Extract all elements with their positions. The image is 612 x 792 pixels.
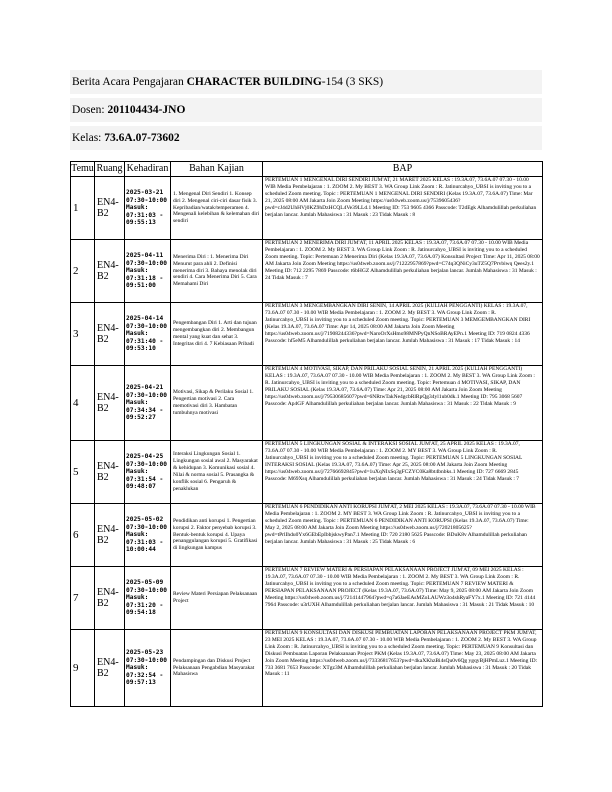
temu-cell: 9 xyxy=(71,630,95,707)
bap-cell: PERTEMUAN 3 MENGEMBANGKAN DIRI SENIN, 14 APRIL 2025 (KULIAH PENGGANTI) KELAS : 19.3A.07, 73.6A.07 07.30 - 10.00 WIB Media Pembelajaran : 1. ZOOM 2. My BEST 3. WA Group Link Zoom : R. Jatinurcahyo_UBSI is inviting you to a scheduled Zoom meeting. Topic: PERTEMUAN 3 MEMGEMBANGKAN DIRI (Kelas 19.3A.07, 73.6A.07 Time: Apr 14, 2025 08:00 AM Jakarta Join Zoom Meeting https://us04web.zoom.us/j/71908244336?pwd=NaroOrXsHmo98MNPyQnNSoBRAyEPn.1 Meeting ID: 719 0824 4336 Passcode: hf5eM5 Alhamdulillah perkuliahan berjalan lancar. Jumlah Mahasiswa : 31 Masuk : 17 Tidak Masuk : 14 xyxy=(263,303,543,366)
kehadiran-cell xyxy=(125,504,171,567)
masuk-time: 07:31:03 - xyxy=(126,211,164,219)
bap-cell: PERTEMUAN 1 MENGENAL DIRI SENDIRI JUM'AT, 21 MARET 2025 KELAS : 19.3A.07, 73.6A.07 07.30 - 10.00 WIB Media Pembelajaran : 1. ZOOM 2. My BEST 3. WA Group Link Zoom : R. Jatinurcahyo_UBSI is inviting you to a scheduled Zoom meeting. Topic : PERTEMUAN 1 MENGENAL DIRI SENDIRI (Kelas 19.3A.07, 73.6A.07) Time: Mar 21, 2025 08:00 AM Jakarta Join Zoom Meeting https://us04web.zoom.us/j/7539605436?pwd=cJ4d2UhHVj0KZ9hDzHCQL4Ve39LLd.1 Meeting ID: 753 9605 4366 Passcode: T2dEgk Alhamdulillah perkuliahan berjalan lancar. Jumlah Mahasiswa : 31 Masuk : 23 Tidak Masuk : 8 xyxy=(263,177,543,240)
bahan-kajian-cell: Review Materi Persiapan Pelaksanaan Project xyxy=(171,567,263,630)
masuk-label: Masuk: xyxy=(126,594,149,602)
kelas-value: 73.6A.07-73602 xyxy=(104,132,180,144)
jam: 07:30-10:00 xyxy=(126,259,167,267)
jam: 07:30-10:00 xyxy=(126,196,167,204)
temu-cell: 5 xyxy=(71,441,95,504)
bahan-kajian-cell: Menerima Diri : 1. Menerima Diri Menurut para ahli 2. Definisi menerima diri 3. Bahaya menolak diri sendiri 4. Cara Menerima Diri 5. Cara Memahami Diri xyxy=(171,240,263,303)
keluar-time: 09:51:00 xyxy=(126,282,156,290)
masuk-time: 07:31:54 - xyxy=(126,475,164,483)
kehadiran-cell xyxy=(125,240,171,303)
tanggal: 2025-03-21 xyxy=(126,189,164,197)
bahan-kajian-cell: 1. Mengenal Diri Sendiri 1. Konsep diri 2. Mengenal ciri-ciri dasar fisik 3. Kepribadian/watak/temperamen 4. Mengenali kelebihan & kelemahan diri sendiri xyxy=(171,177,263,240)
ruang-cell: EN4-B2 xyxy=(95,630,125,707)
title-prefix: Berita Acara Pengajaran xyxy=(72,76,187,88)
bahan-kajian-cell: Motivasi, Sikap & Perilaku Sosial 1. Pengertian motivasi 2. Cara memotivasi diri 3. Hambatan tumbuhnya motivasi xyxy=(171,366,263,441)
jam: 07:30-10:00 xyxy=(126,460,167,468)
col-bap: BAP xyxy=(263,162,543,177)
dosen-label: Dosen: xyxy=(72,104,108,116)
masuk-time: 07:34:34 - xyxy=(126,406,164,414)
keluar-time: 09:48:07 xyxy=(126,483,156,491)
masuk-label: Masuk: xyxy=(126,204,149,212)
bap-table xyxy=(70,161,543,707)
keluar-time: 09:55:13 xyxy=(126,219,156,227)
document-page xyxy=(70,70,542,707)
table-header-row xyxy=(71,162,543,177)
dosen-value: 201104434-JNO xyxy=(107,104,186,116)
masuk-time: 07:31:18 - xyxy=(126,274,164,282)
temu-cell: 1 xyxy=(71,177,95,240)
table-row xyxy=(71,303,543,366)
temu-cell: 2 xyxy=(71,240,95,303)
dosen-line xyxy=(70,98,542,122)
tanggal: 2025-05-09 xyxy=(126,579,164,587)
tanggal: 2025-04-14 xyxy=(126,315,164,323)
kehadiran-cell xyxy=(125,441,171,504)
bahan-kajian-cell: Pendampingan dan Diskusi Project Pelaksanaan Pengabdian Masyarakat Mahasiswa xyxy=(171,630,263,707)
bap-cell: PERTEMUAN 7 REVIEW MATERI & PERSIAPAN PELAKSANAAN PROJECT JUM'AT, 09 MEI 2025 KELAS : 19.3A.07, 73.6A.07 07.30 - 10.00 WIB Media Pembelajaran : 1. ZOOM 2. My BEST 3. WA Group Link Zoom : R. Jatinurcahyo_UBSI is inviting you to a scheduled Zoom meeting. Topic: PERTEMUAN 7 REVIEW MATERI & PERSIAPAN PELAKSANAAN PROJECT (Kelas 19.3A.07, 73.6A.07) Time: May 9, 2025 08:00 AM Jakarta Join Zoom Meeting https://us04web.zoom.us/j/72141447964?pwd=q7a6JaeEAsMZoLAUWz3o4shRyaFY7x.1 Meeting ID: 721 4144 7964 Passcode: u3rUXH Alhamdulillah perkuliahan berjalan lancar. Jumlah Mahasiswa : 31 Masuk : 21 Tidak Masuk : 10 xyxy=(263,567,543,630)
ruang-cell: EN4-B2 xyxy=(95,366,125,441)
masuk-time: 07:31:03 - xyxy=(126,538,164,546)
table-row xyxy=(71,366,543,441)
bap-cell: PERTEMUAN 4 MOTIVASI, SIKAP, DAN PRILAKU SOSIAL SENIN, 21 APRIL 2025 (KULIAH PENGGANTI) KELAS : 19.3A.07, 73.6A.07 07.30 - 10.00 WIB Media Pembelajaran : 1. ZOOM 2. My BEST 3. WA Group Link Zoom : R. Jatinurcahyo_UBSI is inviting you to a scheduled Zoom meeting. Topic: Pertemuan 4 MOTIVASI, SIKAP, DAN PRILAKU SOSIAL (Kelas 19.3A.07, 73.6A.07) Time: Apr 21, 2025 08:00 AM Jakarta Join Zoom Meeting https://us04web.zoom.us/j/79530685607?pwd=6NRtwTakNe4gcbRlRpQg34yl1ub0dk.1 Meeting ID: 795 3068 5607 Passcode: Ap4GF Alhamdulillah perkuliahan berjalan lancar. Jumlah Mahasiswa : 31 Masuk : 22 Tidak Masuk : 9 xyxy=(263,366,543,441)
temu-cell: 6 xyxy=(71,504,95,567)
table-row xyxy=(71,567,543,630)
jam: 07:30-10:00 xyxy=(126,586,167,594)
bap-cell: PERTEMUAN 2 MENERIMA DIRI JUM'AT, 11 APRIL 2025 KELAS : 19.3A.07, 73.6A.07 07.30 - 10.00 WIB Media Pembelajaran : 1. ZOOM 2. My BEST 3. WA Group Link Zoom : R. Jatinurcahyo_UBSI is inviting you to a scheduled Zoom meeting. Topic: Pertemuan 2 Menerima Diri (Kelas 19.3A.07, 73.6A.07) Konsultasi Project Time: Apr 11, 2025 08:00 AM Jakarta Join Zoom Meeting https://us04web.zoom.us/j/71222957869?pwd=C74q3QNiCy3uTZ5Q7Prvbiwq Qees2y.1 Meeting ID: 712 2295 7869 Passcode: t6bHGZ Alhamdulillah perkuliahan berjalan lancar. Jumlah Mahasiswa : 31 Masuk : 24 Tidak Masuk : 7 xyxy=(263,240,543,303)
masuk-label: Masuk: xyxy=(126,664,149,672)
keluar-time: 09:57:13 xyxy=(126,679,156,687)
keluar-time: 10:00:44 xyxy=(126,546,156,554)
temu-cell: 3 xyxy=(71,303,95,366)
jam: 07:30-10:00 xyxy=(126,523,167,531)
table-row xyxy=(71,177,543,240)
temu-cell: 7 xyxy=(71,567,95,630)
ruang-cell: EN4-B2 xyxy=(95,303,125,366)
masuk-label: Masuk: xyxy=(126,468,149,476)
document-title xyxy=(70,70,542,94)
masuk-time: 07:31:40 - xyxy=(126,337,164,345)
table-row xyxy=(71,504,543,567)
bap-cell: PERTEMUAN 6 PENDIDIKAN ANTI KORUPSI JUM'AT, 2 MEI 2025 KELAS : 19.3A.07, 73.6A.07 07.30 - 10.00 WIB Media Pembelajaran : 1. ZOOM 2. MY BEST 3. WA Group Link Zoom : R. Jatinurcahyo_UBSI is inviting you to a scheduled Zoom meeting. Topic : PERTEMUAN 6 PENDIDIKAN ANTI KORUPSI (Kelas 19.3A.07, 73.6A.07) Time: May 2, 2025 08:00 AM Jakarta Join Zoom Meeting https://us04web.zoom.us/j/72021805625?pwd=tPrlIhdu0Yx6GEbEpIbbjskwyPan7.1 Meeting ID: 720 2180 5625 Passcode: BDuK8v Alhamdulillah perkuliahan berjalan lancar. Jumlah Mahasiswa : 31 Masuk : 25 Tidak Masuk : 6 xyxy=(263,504,543,567)
masuk-time: 07:31:20 - xyxy=(126,601,164,609)
tanggal: 2025-04-21 xyxy=(126,384,164,392)
jam: 07:30-10:00 xyxy=(126,391,167,399)
tanggal: 2025-05-02 xyxy=(126,516,164,524)
kelas-label: Kelas: xyxy=(72,132,105,144)
course-name: CHARACTER BUILDING xyxy=(186,76,322,88)
temu-cell: 4 xyxy=(71,366,95,441)
kehadiran-cell xyxy=(125,630,171,707)
kehadiran-cell xyxy=(125,366,171,441)
kelas-line xyxy=(70,126,542,150)
table-row xyxy=(71,630,543,707)
bahan-kajian-cell: Pendidikan anti korupsi 1. Pengertian korupsi 2. Faktor penyebab korupsi 3. Bentuk-bentuk korupsi 4. Upaya penanggulangan korupsi 5. Gratifikasi di lingkungan kampus xyxy=(171,504,263,567)
col-ruang: Ruang xyxy=(95,162,125,177)
masuk-label: Masuk: xyxy=(126,267,149,275)
keluar-time: 09:52:27 xyxy=(126,414,156,422)
tanggal: 2025-05-23 xyxy=(126,649,164,657)
keluar-time: 09:53:10 xyxy=(126,345,156,353)
ruang-cell: EN4-B2 xyxy=(95,177,125,240)
kehadiran-cell xyxy=(125,177,171,240)
ruang-cell: EN4-B2 xyxy=(95,240,125,303)
col-bahan-kajian: Bahan Kajian xyxy=(171,162,263,177)
bap-cell: PERTEMUAN 9 KONSULTASI DAN DISKUSI PEMBUATAN LAPORAN PELAKSANAAN PROJECT PKM JUM'AT, 23 MEI 2025 KELAS : 19.3A.07, 73.6A.07 07.30 - 10.00 WIB Media Pembelajaran : 1. ZOOM 2. My BEST 3. WA Group Link Zoom : R. Jatinurcahyo_UBSI is inviting you to a scheduled Zoom meeting. Topic: PERTEMUAN 9 Konsultasi dan Diskusi Pembuatan Laporan Pelaksanaan Project PKM (Kelas 19.3A.07, 73.6A.07) Time: May 23, 2025 08:00 AM Jakarta Join Zoom Meeting https://us04web.zoom.us/j/73336817653?pwd=4kaXKhzBi4sQu0v6Qg ygqyBjHPmLuz.1 Meeting ID: 733 3681 7653 Passcode: XTgz3M Alhamdulillah perkuliahan berjalan lancar. Jumlah Mahasiswa : 31 Masuk : 20 Tidak Masuk : 11 xyxy=(263,630,543,707)
masuk-label: Masuk: xyxy=(126,399,149,407)
tanggal: 2025-04-25 xyxy=(126,453,164,461)
keluar-time: 09:54:18 xyxy=(126,609,156,617)
jam: 07:30-10:00 xyxy=(126,322,167,330)
ruang-cell: EN4-B2 xyxy=(95,441,125,504)
kehadiran-cell xyxy=(125,567,171,630)
masuk-time: 07:32:54 - xyxy=(126,671,164,679)
bahan-kajian-cell: Pengembangan Diri 1. Arti dan tujuan mengembangkan diri 2. Membangun mental yang kuat dan sehat 3. Integritas diri 4. 7 Kebiasaan Pribadi xyxy=(171,303,263,366)
table-row xyxy=(71,441,543,504)
masuk-label: Masuk: xyxy=(126,330,149,338)
ruang-cell: EN4-B2 xyxy=(95,567,125,630)
bahan-kajian-cell: Interaksi Lingkungan Sosial 1. Lingkungan sosial awal 2. Masyarakat & kehidupan 3. Komunikasi sosial 4. Nilai & norma sosial 5. Prasangka & konflik sosial 6. Pengaruh & penaklukan xyxy=(171,441,263,504)
col-temu: Temu xyxy=(71,162,95,177)
bap-cell: PERTEMUAN 5 LINGKUNGAN SOSIAL & INTERAKSI SOSIAL JUM'AT, 25 APRIL 2025 KELAS : 19.3A.07, 73.6A.07 07.30 - 10.00 WIB Media Pembelajaran : 1. ZOOM 2. MY BEST 3. WA Group Link Zoom : R. Jatinurcahyo_UBSI is inviting you to a scheduled Zoom meeting. Topic: PERTEMUAN 5 LINGKUNGAN SOSIAL INTERAKSI SOSIAL (Kelas 19.3A.07, 73.6A.07) Time: Apr 25, 2025 08:00 AM Jakarta Join Zoom Meeting https://us04web.zoom.us/j/72766692845?pwd=1uXqNIxSq3gFCZYC0Ka8bt4bnbks.1 Meeting ID: 727 6669 2845 Passcode: M69Xsq Alhamdulillah perkuliahan berjalan lancar. Jumlah Mahasiswa : 31 Masuk : 24 Tidak Masuk : 7 xyxy=(263,441,543,504)
jam: 07:30-10:00 xyxy=(126,656,167,664)
table-row xyxy=(71,240,543,303)
col-kehadiran: Kehadiran xyxy=(125,162,171,177)
tanggal: 2025-04-11 xyxy=(126,252,164,260)
course-suffix: -154 (3 SKS) xyxy=(321,76,384,88)
ruang-cell: EN4-B2 xyxy=(95,504,125,567)
masuk-label: Masuk: xyxy=(126,531,149,539)
kehadiran-cell xyxy=(125,303,171,366)
